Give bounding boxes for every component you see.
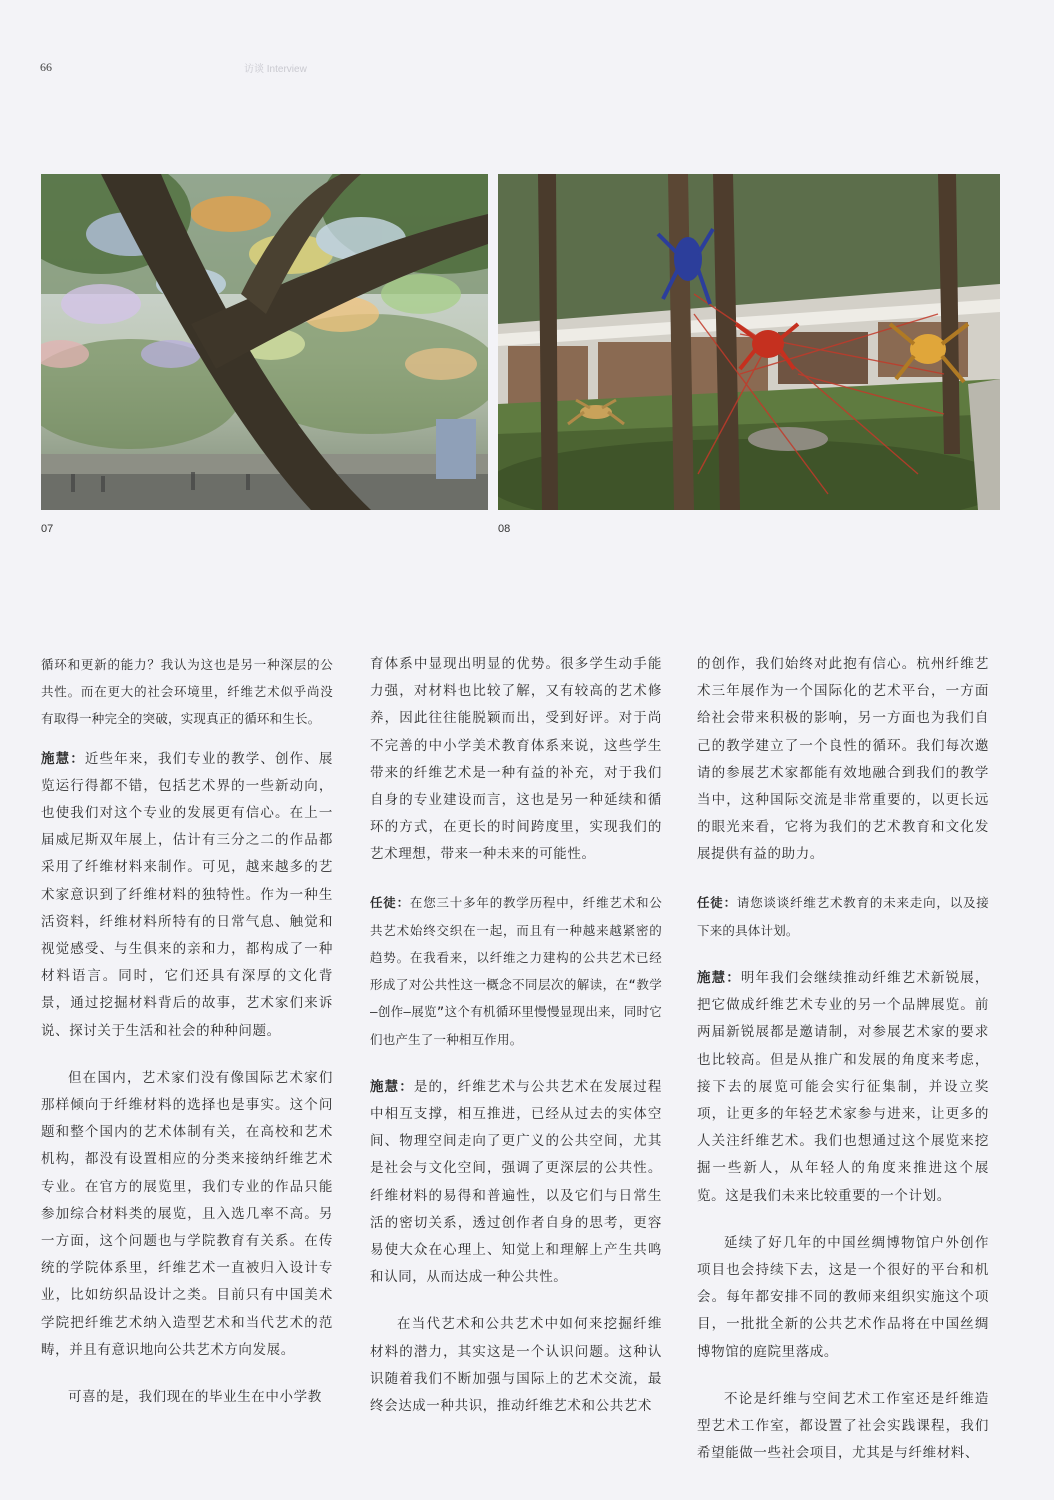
speaker-name: 任徒：	[370, 895, 410, 910]
interview-paragraph: 可喜的是，我们现在的毕业生在中小学教	[68, 1389, 322, 1406]
speaker-name: 施慧：	[41, 750, 85, 766]
interview-paragraph: 但在国内，艺术家们没有像国际艺术家们那样倾向于纤维材料的选择也是事实。这个问题和整个国内的艺术体制有关，在高校和艺术机构，都没有设置相应的分类来接纳纤维艺术专业。在官方的展览里，我们专业的作品只能参加综合材料类的展览，且入选几率不高。另一方面，这个问题也与学院教育有关系。在传统的学院体系里，纤维艺术一直被归入设计专业，比如纺织品设计之类。目前只有中国美术学院把纤维艺术纳入造型艺术和当代艺术的范畴，并且有意识地向公共艺术方向发展。	[41, 1069, 333, 1358]
page-number: 66	[40, 60, 52, 74]
speaker-name: 施慧：	[370, 1078, 414, 1094]
spider-installation-image	[498, 174, 1000, 510]
figure-caption-07: 07	[41, 523, 54, 535]
interview-paragraph: 延续了好几年的中国丝绸博物馆户外创作项目也会持续下去，这是一个很好的平台和机会。每年都安排不同的教师来组织实施这个项目，一批批全新的公共艺术作品将在中国丝绸博物馆的庭院里落成。	[697, 1234, 989, 1360]
photo-fiber-spiders	[498, 174, 1000, 510]
photo-umbrellas	[41, 174, 488, 510]
running-head: 访谈 Interview	[244, 64, 307, 75]
interview-paragraph: 施慧：是的，纤维艺术与公共艺术在发展过程中相互支撑，相互推进，已经从过去的实体空间、物理空间走向了更广义的公共空间，尤其是社会与文化空间，强调了更深层的公共性。纤维材料的易得和普遍性，以及它们与日常生活的密切关系，透过创作者自身的思考，更容易使大众在心理上、知觉上和理解上产生共鸣和认同，从而达成一种公共性。	[370, 1078, 662, 1286]
text-column-2	[370, 651, 662, 1420]
interview-paragraph: 循环和更新的能力？我认为这也是另一种深层的公共性。而在更大的社会环境里，纤维艺术似乎尚没有取得一种完全的突破，实现真正的循环和生长。	[41, 657, 333, 727]
umbrella-installation-image	[41, 174, 488, 510]
interview-paragraph: 在当代艺术和公共艺术中如何来挖掘纤维材料的潜力，其实这是一个认识问题。这种认识随着我们不断加强与国际上的艺术交流，最终会达成一种共识，推动纤维艺术和公共艺术	[370, 1316, 662, 1415]
figure-caption-08: 08	[498, 523, 511, 535]
speaker-name: 任徒：	[697, 895, 737, 910]
interview-paragraph: 育体系中显现出明显的优势。很多学生动手能力强，对材料也比较了解，又有较高的艺术修养，因此往往能脱颖而出，受到好评。对于尚不完善的中小学美术教育体系来说，这些学生带来的纤维艺术是一种有益的补充，对于我们自身的专业建设而言，这也是另一种延续和循环的方式，在更长的时间跨度里，实现我们的艺术理想，带来一种未来的可能性。	[370, 656, 662, 863]
interview-paragraph: 不论是纤维与空间艺术工作室还是纤维造型艺术工作室，都设置了社会实践课程，我们希望能做一些社会项目，尤其是与纤维材料、	[697, 1390, 989, 1462]
interview-paragraph: 任徒：在您三十多年的教学历程中，纤维艺术和公共艺术始终交织在一起，而且有一种越来越紧密的趋势。在我看来，以纤维之力建构的公共艺术已经形成了对公共性这一概念不同层次的解读，在“教学—创作—展览”这个有机循环里慢慢显现出来，同时它们也产生了一种相互作用。	[370, 894, 662, 1047]
text-column-3	[697, 651, 989, 1467]
interview-paragraph: 施慧：近些年来，我们专业的教学、创作、展览运行得都不错，包括艺术界的一些新动向，也使我们对这个专业的发展更有信心。在上一届威尼斯双年展上，估计有三分之二的作品都采用了纤维材料来制作。可见，越来越多的艺术家意识到了纤维材料的独特性。作为一种生活资料，纤维材料所特有的日常气息、触觉和视觉感受、与生俱来的亲和力，都构成了一种材料语言。同时，它们还具有深厚的文化背景，通过挖掘材料背后的故事，艺术家们来诉说、探讨关于生活和社会的种种问题。	[41, 750, 333, 1039]
interview-paragraph: 任徒：请您谈谈纤维艺术教育的未来走向，以及接下来的具体计划。	[697, 894, 989, 938]
text-column-1	[41, 651, 333, 1411]
interview-paragraph: 的创作，我们始终对此抱有信心。杭州纤维艺术三年展作为一个国际化的艺术平台，一方面给社会带来积极的影响，另一方面也为我们自己的教学建立了一个良性的循环。我们每次邀请的参展艺术家都能有效地融合到我们的教学当中，这种国际交流是非常重要的，以更长远的眼光来看，它将为我们的艺术教育和文化发展提供有益的助力。	[697, 656, 989, 863]
interview-paragraph: 施慧：明年我们会继续推动纤维艺术新锐展，把它做成纤维艺术专业的另一个品牌展览。前两届新锐展都是邀请制，对参展艺术家的要求也比较高。但是从推广和发展的角度来考虑，接下去的展览可能会实行征集制，并设立奖项，让更多的年轻艺术家参与进来，让更多的人关注纤维艺术。我们也想通过这个展览来挖掘一些新人，从年轻人的角度来推进这个展览。这是我们未来比较重要的一个计划。	[697, 970, 989, 1204]
speaker-name: 施慧：	[697, 970, 741, 986]
